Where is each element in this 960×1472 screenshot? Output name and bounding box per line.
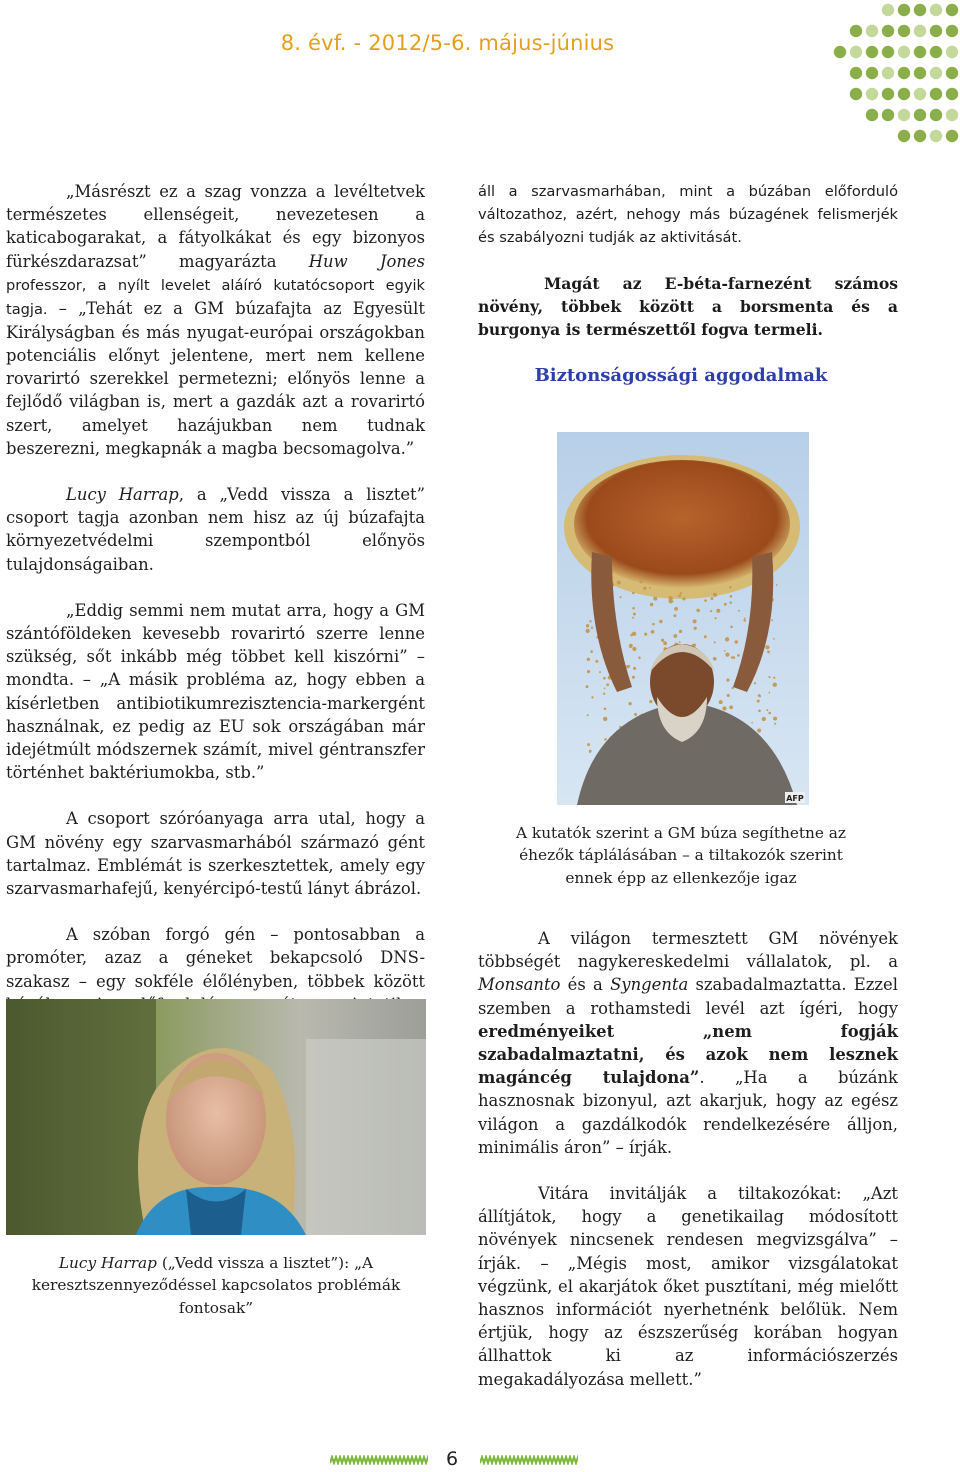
- paragraph: A világon termesztett GM növények többségét nagykereskedelmi vállalatok, pl. a Monsanto és a Syngenta szabadalmaztatta. Ezzel szemben a rothamstedi levél azt ígéri, hogy eredményeiket „nem fogják szabadalmaztatni, és azok nem lesznek magáncég tulajdona”. „Ha a búzánk hasznosnak bizonyul, azt akarjuk, hogy az egész világon a gazdálkodók rendelkezésére álljon, minimális áron” – írják.: [478, 929, 898, 1157]
- grain: [754, 682, 756, 684]
- decorative-dot: [898, 4, 910, 16]
- decorative-dot: [898, 88, 910, 100]
- decorative-dot: [930, 109, 942, 121]
- grain: [696, 609, 700, 613]
- grain: [680, 592, 682, 594]
- highlight-quote: Magát az E-béta-farnezént számos növény, többek között a borsmenta és a burgonya is természettől fogva termeli.: [478, 274, 898, 339]
- grain: [586, 685, 589, 688]
- decorative-dot: [882, 25, 894, 37]
- decorative-dot: [866, 25, 878, 37]
- winnowing-photo-caption: A kutatók szerint a GM búza segíthetne az éhezők táplálásában – a tiltakozók szerint ennek épp az ellenkezője igaz: [516, 824, 846, 887]
- grain: [603, 677, 606, 680]
- grain: [713, 657, 717, 661]
- portrait-photo: [6, 999, 426, 1235]
- decorative-dot: [930, 67, 942, 79]
- grain: [773, 683, 777, 687]
- grain: [632, 676, 635, 679]
- grain: [604, 707, 607, 710]
- decorative-dot: [930, 130, 942, 142]
- decorative-dot: [946, 88, 958, 100]
- decorative-dot: [850, 25, 862, 37]
- grain: [727, 694, 730, 697]
- paragraph: Lucy Harrap, a „Vedd vissza a lisztet” csoport tagja azonban nem hisz az új búzafajta környezetvédelmi szempontból előnyös tulajdonságaiban.: [6, 485, 426, 574]
- grain: [587, 714, 589, 716]
- grain: [587, 743, 590, 746]
- decorative-dot: [834, 46, 846, 58]
- grain: [765, 645, 769, 649]
- grain: [757, 728, 761, 732]
- grain: [729, 705, 733, 709]
- right-column-bottom: [478, 927, 898, 1391]
- grain: [694, 627, 697, 630]
- section-heading: Biztonságossági aggodalmak: [534, 365, 828, 386]
- grain: [738, 610, 740, 612]
- grain: [759, 695, 761, 697]
- grain: [730, 626, 733, 629]
- grain: [762, 717, 766, 721]
- grain: [731, 656, 733, 658]
- grain: [590, 650, 593, 653]
- decorative-dot: [946, 25, 958, 37]
- grain: [751, 722, 753, 724]
- grain: [774, 723, 776, 725]
- grain: [757, 700, 760, 703]
- decorative-dot: [930, 25, 942, 37]
- grain: [632, 607, 635, 610]
- paragraph: „Másrészt ez a szag vonzza a levéltetvek természetes ellenségeit, nevezetesen a katicabogarakat, a fátyolkákat és egy bizonyos fürkészdarazsat” magyarázta Huw Jones professzor, a nyílt levelet aláíró kutatócsoport egyik tagja. – „Tehát ez a GM búzafajta az Egyesült Királyságban és más nyugat-európai országokban potenciális előnyt jelentene, mert nem kellene rovarirtó szerekkel permetezni; előnyös lenne a fejlődő világban is, mert a gazdák azt a rovarirtó szert, amelyet hazájukban nem tudnak beszerezni, megkapnák a magba becsomagolva.”: [6, 182, 425, 458]
- page-header-title: 8. évf. - 2012/5-6. május-június: [280, 31, 615, 55]
- grain: [638, 657, 641, 660]
- grain: [649, 587, 651, 589]
- grain: [693, 619, 697, 623]
- grain: [668, 596, 672, 600]
- grain: [651, 630, 655, 634]
- grain: [606, 683, 609, 686]
- grain: [767, 650, 770, 653]
- decorative-dot: [882, 4, 894, 16]
- grain: [629, 645, 632, 648]
- decorative-dot: [850, 46, 862, 58]
- grain: [589, 620, 591, 622]
- decorative-dot: [914, 130, 926, 142]
- grain: [730, 595, 733, 598]
- grain: [766, 709, 768, 711]
- grain: [663, 641, 667, 645]
- decorative-dot: [882, 109, 894, 121]
- grain: [737, 654, 740, 657]
- grain: [643, 587, 646, 590]
- decorative-dot: [882, 88, 894, 100]
- grain: [679, 630, 682, 633]
- paragraph: Vitára invitálják a tiltakozókat: „Azt állítjátok, hogy a genetikailag módosított növények nincsenek rendesen megvizsgálva” – írják. – „Mégis most, amikor vizsgálatokat végzünk, el akarjátok őket pusztítani, még mielőtt hasznos információt nyerhetnénk belőlük. Nem értjük, hogy az észszerűség korában hogyan állhattok ki az információszerzés megakadályozása mellett.”: [478, 1184, 898, 1389]
- grain: [633, 613, 636, 616]
- grain: [771, 619, 773, 621]
- grain: [603, 717, 607, 721]
- grain: [632, 592, 635, 595]
- grain: [673, 634, 677, 638]
- decorative-dot: [914, 67, 926, 79]
- grain: [679, 641, 681, 643]
- grain: [768, 692, 770, 694]
- grain: [678, 595, 680, 597]
- decorative-dot: [914, 46, 926, 58]
- grain: [632, 647, 636, 651]
- decorative-dot: [914, 4, 926, 16]
- grain: [650, 603, 654, 607]
- grain: [591, 696, 593, 698]
- decorative-dot: [866, 109, 878, 121]
- grain: [599, 671, 601, 673]
- grain: [713, 593, 717, 597]
- grain: [628, 702, 631, 705]
- afp-badge: AFP: [786, 794, 804, 803]
- portrait-photo-caption: Lucy Harrap („Vedd vissza a lisztet”): „A keresztszennyeződéssel kapcsolatos problémák fontosak”: [31, 1254, 401, 1317]
- paragraph: „Eddig semmi nem mutat arra, hogy a GM szántóföldeken kevesebb rovarirtó szerre lenne szükség, sőt inkább még többet kell kiszórni” – mondta. – „A másik probléma az, hogy ebben a kísérletben antibiotikumrezisztencia-markergént használnak, ez pedig az EU sok országában már idejétmúlt módszernek számít, mivel géntranszfer történhet baktériumokba, stb.”: [6, 600, 425, 783]
- grain: [661, 639, 664, 642]
- decorative-dot: [898, 130, 910, 142]
- decorative-dot: [866, 67, 878, 79]
- grain: [773, 677, 775, 679]
- grain: [632, 617, 634, 619]
- decorative-dot: [946, 130, 958, 142]
- grain: [710, 610, 712, 612]
- grain: [710, 597, 713, 600]
- decorative-dot: [930, 46, 942, 58]
- grain: [639, 581, 642, 584]
- grain: [694, 644, 696, 646]
- decorative-dot: [930, 4, 942, 16]
- decorative-dot: [898, 25, 910, 37]
- page-number: 6: [445, 1448, 459, 1470]
- decorative-dot: [946, 67, 958, 79]
- grain: [773, 638, 775, 640]
- grain: [722, 706, 726, 710]
- grain: [725, 637, 729, 641]
- grain: [630, 634, 633, 637]
- decorative-dot: [882, 46, 894, 58]
- decorative-dot: [850, 67, 862, 79]
- grain: [729, 601, 732, 604]
- grain: [674, 607, 678, 611]
- grain: [704, 599, 707, 602]
- left-column: [6, 180, 425, 1063]
- decorative-dot: [866, 88, 878, 100]
- decorative-dot: [882, 67, 894, 79]
- decorative-dot: [946, 4, 958, 16]
- grain: [635, 714, 637, 716]
- decorative-dot: [914, 25, 926, 37]
- paragraph: A csoport szóróanyaga arra utal, hogy a GM növény egy szarvasmarhából származó gént tartalmaz. Emblémát is szerkesztettek, amely egy szarvasmarhafejű, kenyércipó-testű lányt ábrázol.: [6, 809, 425, 899]
- grain: [724, 650, 726, 652]
- grain: [732, 687, 734, 689]
- grain: [587, 670, 590, 673]
- grain: [586, 624, 589, 627]
- decorative-dot: [914, 109, 926, 121]
- grain: [586, 629, 590, 633]
- grain: [595, 660, 598, 663]
- decorative-dot: [946, 46, 958, 58]
- paragraph: áll a szarvasmarhában, mint a búzában előforduló változathoz, azért, nehogy más búzagének felismerjék és szabályozni tudják az aktivitását.: [478, 183, 898, 246]
- decorative-dot: [898, 46, 910, 58]
- grain: [714, 641, 716, 643]
- grain: [682, 597, 685, 600]
- grain: [719, 700, 723, 704]
- grain: [726, 679, 729, 682]
- decorative-dot: [850, 88, 862, 100]
- grain: [604, 738, 606, 740]
- grain: [673, 614, 676, 617]
- decorative-dot-pattern: [828, 0, 960, 160]
- grain: [729, 586, 732, 589]
- grain: [653, 597, 657, 601]
- footer-zigzag-left: [330, 1455, 428, 1465]
- grain: [629, 665, 631, 667]
- grain: [776, 584, 778, 586]
- grain: [652, 623, 655, 626]
- grain: [620, 596, 622, 598]
- decorative-dot: [914, 88, 926, 100]
- paragraph: A szóban forgó gén – pontosabban a promóter, azaz a géneket bekapcsoló DNS-szakasz – egy sokféle élőlényben, többek között: [6, 925, 425, 991]
- grain: [773, 717, 777, 721]
- grain: [735, 640, 738, 643]
- grain: [591, 627, 593, 629]
- footer-zigzag-right: [480, 1455, 578, 1465]
- grain: [633, 667, 636, 670]
- grain: [743, 619, 746, 622]
- grain: [744, 617, 746, 619]
- grain: [604, 688, 606, 690]
- decorative-dot: [898, 109, 910, 121]
- right-column-top: [478, 180, 898, 249]
- grain: [716, 609, 720, 613]
- grain: [589, 751, 591, 753]
- grain: [768, 676, 770, 678]
- grain: [587, 658, 590, 661]
- decorative-dot: [866, 46, 878, 58]
- decorative-dot: [898, 67, 910, 79]
- grain: [659, 620, 662, 623]
- grain: [715, 617, 717, 619]
- grain: [725, 653, 729, 657]
- grain: [704, 635, 707, 638]
- winnowing-photo: [557, 432, 809, 805]
- decorative-dot: [946, 109, 958, 121]
- grain: [758, 709, 761, 712]
- grain: [768, 712, 771, 715]
- grain: [724, 603, 727, 606]
- decorative-dot: [930, 88, 942, 100]
- grain: [644, 633, 647, 636]
- grain: [617, 581, 621, 585]
- grain: [649, 700, 652, 703]
- grain: [603, 693, 605, 695]
